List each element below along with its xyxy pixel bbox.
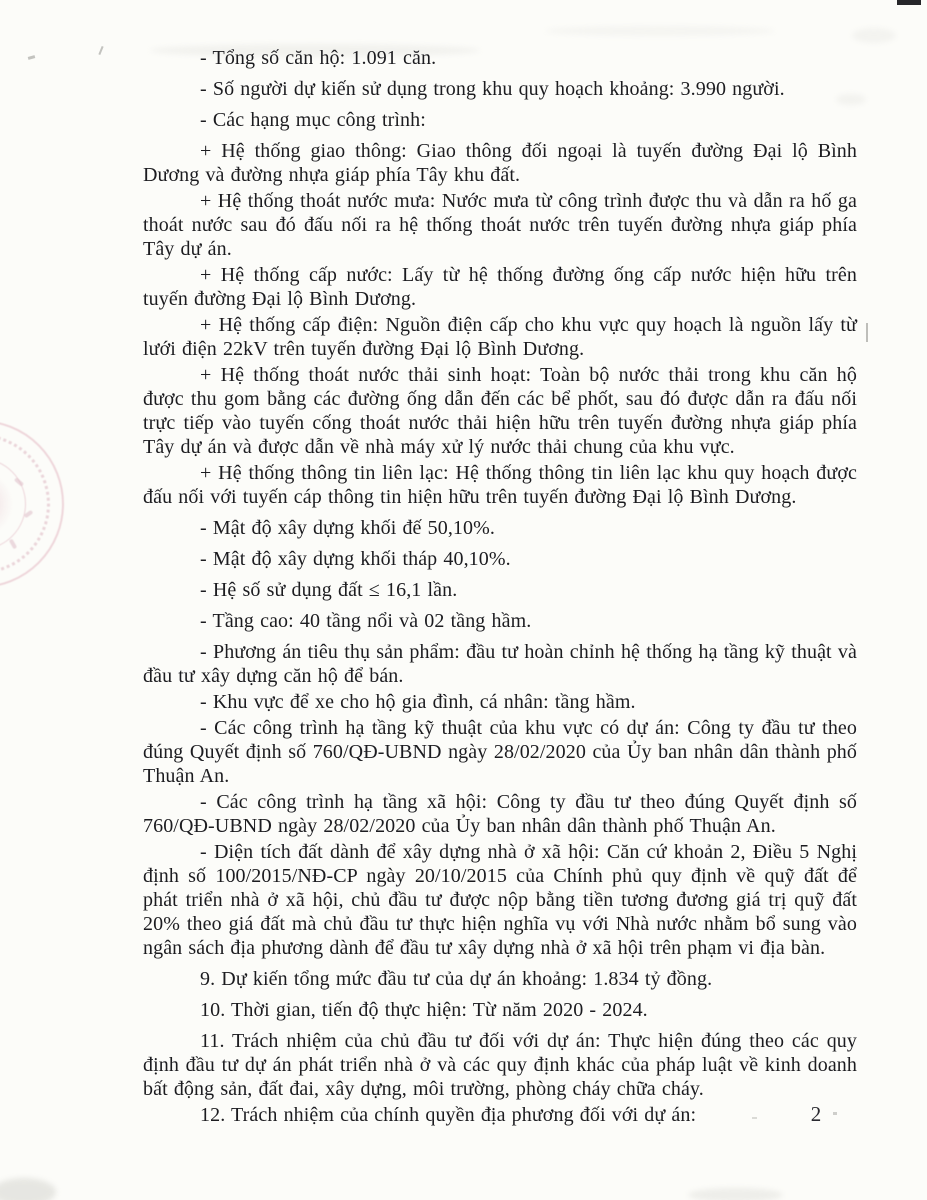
paragraph-parking-area: - Khu vực để xe cho hộ gia đình, cá nhân: tầng hầm. <box>200 691 636 713</box>
paragraph-population: - Số người dự kiến sử dụng trong khu quy hoạch khoảng: 3.990 người. <box>200 78 785 100</box>
scan-smudge <box>0 1178 56 1200</box>
paragraph-communication-system: + Hệ thống thông tin liên lạc: Hệ thống thông tin liên lạc khu quy hoạch được đấu nối với tuyến cáp thông tin hiện hữu trên tuyến đường Đại lộ Bình Dương. <box>143 462 857 508</box>
scan-smudge <box>852 28 896 43</box>
paragraph-water-supply: + Hệ thống cấp nước: Lấy từ hệ thống đường ống cấp nước hiện hữu trên tuyến đường Đại lộ Bình Dương. <box>143 264 857 310</box>
paragraph-wastewater-system: + Hệ thống thoát nước thải sinh hoạt: Toàn bộ nước thải trong khu căn hộ được thu gom bằng các đường ống dẫn đến các bể phốt, sau đó được dẫn ra đấu nối trực tiếp vào tuyến cống thoát nước thải hiện hữu trên tuyến đường nhựa giáp phía Tây dự án và được dẫn về nhà máy xử lý nước thải chung của khu vực. <box>143 364 857 458</box>
paragraph-total-apartments: - Tổng số căn hộ: 1.091 căn. <box>200 47 437 69</box>
scan-speck <box>98 46 103 55</box>
paragraph-density-tower: - Mật độ xây dựng khối tháp 40,10%. <box>200 548 511 570</box>
scan-smudge <box>688 1188 783 1200</box>
scan-corner-mark <box>897 0 921 5</box>
paragraph-social-infrastructure: - Các công trình hạ tầng xã hội: Công ty đầu tư theo đúng Quyết định số 760/QĐ-UBND ngày 28/02/2020 của Ủy ban nhân dân thành phố Thuận An. <box>143 791 857 837</box>
scan-smudge <box>545 26 775 36</box>
paragraph-works-heading: - Các hạng mục công trình: <box>200 109 426 131</box>
paragraph-9-total-investment: 9. Dự kiến tổng mức đầu tư của dự án khoảng: 1.834 tỷ đồng. <box>200 968 713 990</box>
paragraph-10-timeline: 10. Thời gian, tiến độ thực hiện: Từ năm 2020 - 2024. <box>200 999 648 1021</box>
scan-speck <box>28 55 36 60</box>
paragraph-building-height: - Tầng cao: 40 tầng nổi và 02 tầng hầm. <box>200 610 532 632</box>
paragraph-11-investor-responsibility: 11. Trách nhiệm của chủ đầu tư đối với dự án: Thực hiện đúng theo các quy định đầu tư dự án phát triển nhà ở và các quy định khác của pháp luật về kinh doanh bất động sản, đất đai, xây dựng, môi trường, phòng cháy chữa cháy. <box>143 1030 857 1100</box>
page-number: 2 <box>810 1102 822 1126</box>
paragraph-12-local-authority-responsibility: 12. Trách nhiệm của chính quyền địa phương đối với dự án: <box>200 1104 697 1126</box>
paragraph-power-supply: + Hệ thống cấp điện: Nguồn điện cấp cho khu vực quy hoạch là nguồn lấy từ lưới điện 22kV trên tuyến đường Đại lộ Bình Dương. <box>143 314 857 360</box>
paragraph-technical-infrastructure: - Các công trình hạ tầng kỹ thuật của khu vực có dự án: Công ty đầu tư theo đúng Quyết định số 760/QĐ-UBND ngày 28/02/2020 của Ủy ban nhân dân thành phố Thuận An. <box>143 717 857 787</box>
paragraph-density-podium: - Mật độ xây dựng khối đế 50,10%. <box>200 517 495 539</box>
document-body <box>143 46 857 1129</box>
paragraph-social-housing-land: - Diện tích đất dành để xây dựng nhà ở xã hội: Căn cứ khoản 2, Điều 5 Nghị định số 100/2015/NĐ-CP ngày 20/10/2015 của Chính phủ quy định về quỹ đất để phát triển nhà ở xã hội, chủ đầu tư được nộp bằng tiền tương đương giá trị quỹ đất 20% theo giá đất mà chủ đầu tư thực hiện nghĩa vụ với Nhà nước nhằm bổ sung vào ngân sách địa phương dành để đầu tư xây dựng nhà ở xã hội trên phạm vi địa bàn. <box>143 841 857 959</box>
paragraph-sales-plan: - Phương án tiêu thụ sản phẩm: đầu tư hoàn chỉnh hệ thống hạ tầng kỹ thuật và đầu tư xây dựng căn hộ để bán. <box>143 641 857 687</box>
red-seal-stamp-bleedthrough <box>0 420 64 588</box>
scan-speck <box>866 323 868 342</box>
paragraph-rainwater-drainage: + Hệ thống thoát nước mưa: Nước mưa từ công trình được thu và dẫn ra hố ga thoát nước sau đó đấu nối ra hệ thống thoát nước trên tuyến đường nhựa giáp phía Tây dự án. <box>143 190 857 260</box>
paragraph-land-use-coefficient: - Hệ số sử dụng đất ≤ 16,1 lần. <box>200 579 458 601</box>
paragraph-traffic-system: + Hệ thống giao thông: Giao thông đối ngoại là tuyến đường Đại lộ Bình Dương và đường nhựa giáp phía Tây khu đất. <box>143 140 857 186</box>
